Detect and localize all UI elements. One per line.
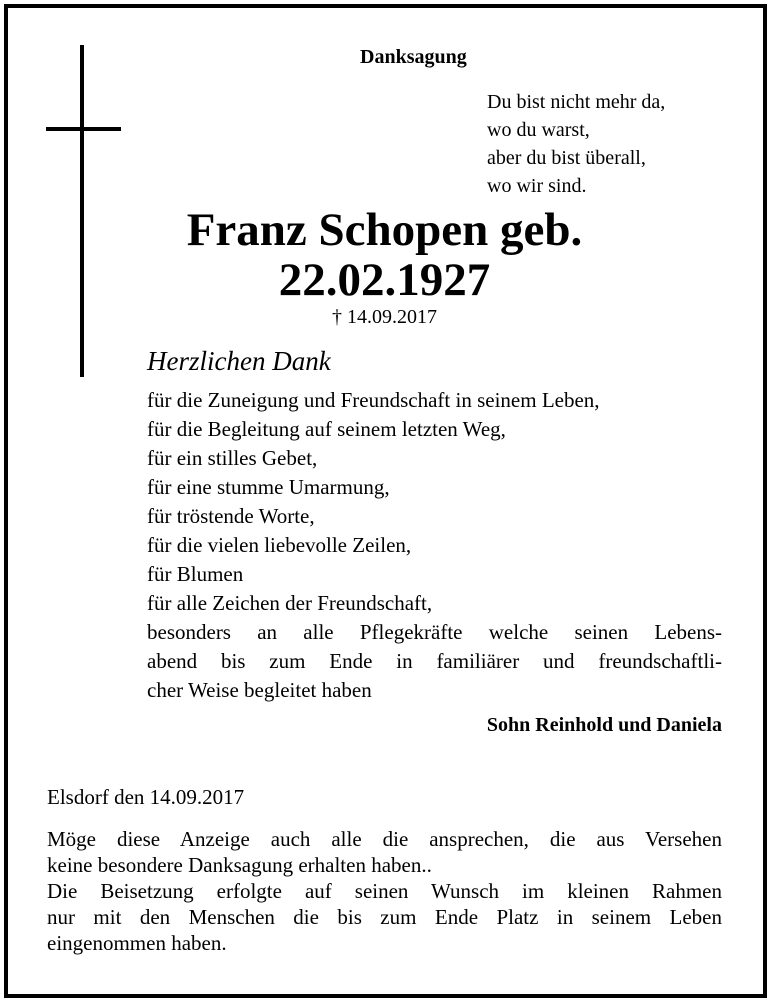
notice	[47, 826, 722, 956]
thanks-line: cher Weise begleitet haben	[147, 678, 372, 702]
deceased-name: Franz Schopen geb.	[186, 204, 583, 256]
thanks-list	[147, 386, 722, 705]
signature: Sohn Reinhold und Daniela	[486, 714, 722, 736]
thanks-line: für die vielen liebevolle Zeilen,	[147, 533, 412, 557]
thanks-title: Herzlichen Dank	[147, 346, 331, 376]
cross-icon-horizontal	[46, 127, 121, 131]
birth-date: 22.02.1927	[278, 254, 491, 306]
thanks-line: für alle Zeichen der Freundschaft,	[147, 591, 433, 615]
thanks-line: besonders an alle Pflegekräfte welche seinen Lebens-	[147, 620, 722, 644]
thanks-line: für die Begleitung auf seinem letzten Weg,	[147, 417, 506, 441]
poem-line: wo du warst,	[487, 119, 590, 141]
heading: Danksagung	[360, 46, 467, 68]
notice-line: keine besondere Danksagung erhalten haben..	[47, 853, 432, 877]
notice-line: Möge diese Anzeige auch alle die ansprechen, die aus Versehen	[47, 827, 722, 851]
thanks-line: für die Zuneigung und Freundschaft in seinem Leben,	[147, 388, 600, 412]
place-date: Elsdorf den 14.09.2017	[47, 785, 245, 809]
notice-line: Die Beisetzung erfolgte auf seinen Wunsch im kleinen Rahmen	[47, 879, 722, 903]
thanks-line: für ein stilles Gebet,	[147, 446, 318, 470]
thanks-line: für Blumen	[147, 562, 244, 586]
thanks-line: für tröstende Worte,	[147, 504, 315, 528]
poem-line: wo wir sind.	[487, 175, 587, 197]
poem-line: Du bist nicht mehr da,	[487, 91, 666, 113]
poem	[487, 88, 665, 200]
poem-line: aber du bist überall,	[487, 147, 646, 169]
thanks-line: abend bis zum Ende in familiärer und freundschaftli-	[147, 649, 722, 673]
notice-line: eingenommen haben.	[47, 931, 227, 955]
death-date: † 14.09.2017	[332, 306, 437, 328]
notice-line: nur mit den Menschen die bis zum Ende Platz in seinem Leben	[47, 905, 722, 929]
thanks-line: für eine stumme Umarmung,	[147, 475, 390, 499]
